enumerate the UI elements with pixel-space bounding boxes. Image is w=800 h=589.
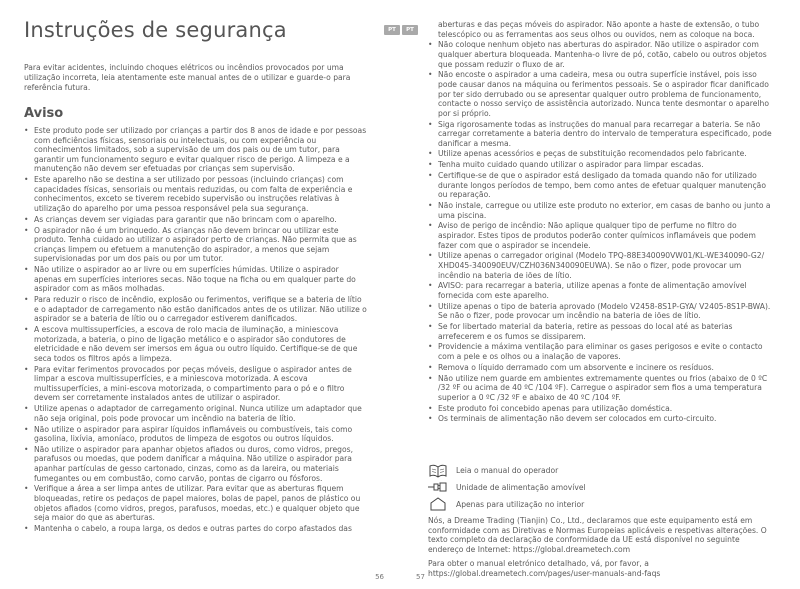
list-item: • Se for libertado material da bateria, retire as pessoas do local até as baterias arrefecerem e os fumos se dissiparem. xyxy=(428,322,773,341)
list-item: • Este produto foi concebido apenas para utilização doméstica. xyxy=(428,404,773,414)
list-item: • Aviso de perigo de incêndio: Não aplique qualquer tipo de perfume no filtro do aspirador. Estes tipos de produtos poderão conter químicos inflamáveis que podem fazer com que o aspirador se incendeie. xyxy=(428,221,773,250)
list-item: • Utilize apenas o adaptador de carregamento original. Nunca utilize um adaptador que não seja original, pois pode provocar um incêndio na bateria de lítio. xyxy=(24,404,368,423)
symbol-legend xyxy=(428,463,768,513)
list-item: • Certifique-se de que o aspirador está desligado da tomada quando não for utilizado durante longos períodos de tempo, bem como antes de efetuar qualquer manutenção ou reparação. xyxy=(428,171,773,200)
list-item: • Não instale, carregue ou utilize este produto no exterior, em casas de banho ou junto a uma piscina. xyxy=(428,201,773,220)
list-item: • A escova multissuperfícies, a escova de rolo macia de iluminação, a miniescova motorizada, a bateria, o pino de ligação metálico e o aspirador são condutores de eletricidade e não devem ser imersos em água ou outro líquido. Certifique-se de que seca todos os filtros após a limpeza. xyxy=(24,325,368,363)
intro-paragraph: Para evitar acidentes, incluindo choques elétricos ou incêndios provocados por uma utilização incorreta, leia atentamente este manual antes de o utilizar e guarde-o para referência futura. xyxy=(24,63,351,92)
list-item: • Não utilize nem guarde em ambientes extremamente quentes ou frios (abaixo de 0 ºC /32 ºF ou acima de 40 ºC /104 ºF). Carregue o aspirador sem fios a uma temperatura superior a 0 ºC /32 ºF e abaixo de 40 ºC /104 ºF. xyxy=(428,374,773,403)
list-item: • As crianças devem ser vigiadas para garantir que não brincam com o aparelho. xyxy=(24,215,368,225)
list-item: • Os terminais de alimentação não devem ser colocados em curto-circuito. xyxy=(428,414,773,424)
list-item: • Tenha muito cuidado quando utilizar o aspirador para limpar escadas. xyxy=(428,160,773,170)
list-item: • Não utilize o aspirador para apanhar objetos afiados ou duros, como vidros, pregos, parafusos ou moedas, que podem danificar a máquina. Não utilize o aspirador para apanhar partículas de gesso cartonado, cinzas, como as da lareira, ou materiais fumegantes ou em combustão, como carvão, pontas de cigarro ou fósforos. xyxy=(24,445,368,483)
list-item: • Utilize apenas o tipo de bateria aprovado (Modelo V2458-8S1P-GYA/ V2405-8S1P-BWA). Se não o fizer, pode provocar um incêndio na bateria de iões de lítio. xyxy=(428,302,773,321)
right-page xyxy=(400,0,800,589)
indoor-use-icon xyxy=(428,497,448,511)
list-item: • Este aparelho não se destina a ser utilizado por pessoas (incluindo crianças) com capacidades físicas, sensoriais ou mentais reduzidas, ou com falta de experiência e conhecimentos, exceto se tiverem recebido supervisão ou instruções relativas à utilização do aparelho por uma pessoa responsável pela sua segurança. xyxy=(24,175,368,213)
list-item: • Não utilize o aspirador ao ar livre ou em superfícies húmidas. Utilize o aspirador apenas em superfícies interiores secas. Não toque na ficha ou em qualquer parte do aspirador com as mãos molhadas. xyxy=(24,265,368,294)
page-number-left: 56 xyxy=(375,573,384,581)
list-item: • Providencie a máxima ventilação para eliminar os gases perigosos e evite o contacto com a pele e os olhos ou a inalação de vapores. xyxy=(428,342,773,361)
detachable-power-supply-icon xyxy=(428,480,448,494)
continued-text: aberturas e das peças móveis do aspirador. Não aponte a haste de extensão, o tubo telescópico ou as ferramentas aos seus olhos ou ouvidos, nem as coloque na boca. xyxy=(438,20,760,39)
section-heading-aviso: Aviso xyxy=(24,106,64,121)
list-item: • O aspirador não é um brinquedo. As crianças não devem brincar ou utilizar este produto. Tenha cuidado ao utilizar o aspirador perto de crianças. Não permita que as crianças limpem ou efetuem a manutenção do aspirador, a menos que sejam supervisionadas por um dos pais ou por um tutor. xyxy=(24,226,368,264)
list-item: • Remova o líquido derramado com um absorvente e incinere os resíduos. xyxy=(428,363,773,373)
list-item: • Utilize apenas o carregador original (Modelo TPQ-88E340090VW01/KL-WE340090-G2/ XHD045-340090EUV/CZH036N340090EUWA). Se não o fizer, pode provocar um incêndio na bateria de iões de lítio. xyxy=(428,251,773,280)
declaration-paragraph: Nós, a Dreame Trading (Tianjin) Co., Ltd., declaramos que este equipamento está em conformidade com as Diretivas e Normas Europeias aplicáveis e respetivas alterações. O texto completo da declaração de conformidade da UE está disponível no seguinte endereço de Internet: https://global.dreametech.com xyxy=(428,516,767,554)
symbol-row-manual xyxy=(428,463,768,478)
list-item: • AVISO: para recarregar a bateria, utilize apenas a fonte de alimentação amovível fornecida com este aparelho. xyxy=(428,281,773,300)
symbol-label: Apenas para utilização no interior xyxy=(456,499,585,509)
warning-list-left xyxy=(24,126,368,535)
list-item: • Para reduzir o risco de incêndio, explosão ou ferimentos, verifique se a bateria de lítio e o adaptador de carregamento não estão danificados antes de os utilizar. Não utilize o aspirador se a bateria de lítio ou o carregador estiverem danificados. xyxy=(24,295,368,324)
list-item: • Verifique a área a ser limpa antes de utilizar. Para evitar que as aberturas fiquem bloqueadas, retire os pedaços de papel maiores, bolas de papel, panos de plástico ou objetos afiados (como vidros, pregos, parafusos, moedas, etc.) e qualquer objeto que seja maior do que as aberturas. xyxy=(24,484,368,522)
language-tag-left: PT xyxy=(384,25,400,35)
list-item: • Para evitar ferimentos provocados por peças móveis, desligue o aspirador antes de limpar a escova multissuperfícies, e a miniescova motorizada. A escova multissuperfícies, a mini-escova motorizada, o compartimento para o pó e o filtro devem ser corretamente instalados antes de utilizar o aspirador. xyxy=(24,365,368,403)
list-item: • Não encoste o aspirador a uma cadeira, mesa ou outra superfície instável, pois isso pode causar danos na máquina ou ferimentos pessoais. Se o aspirador ficar danificado por ter sido derrubado ou se apresentar qualquer outro problema de funcionamento, contacte o nosso serviço de assistência autorizado. Nunca tente desmontar o aparelho por si próprio. xyxy=(428,70,773,118)
list-item: • Utilize apenas acessórios e peças de substituição recomendados pelo fabricante. xyxy=(428,149,773,159)
language-tag-right: PT xyxy=(402,25,418,35)
symbol-row-power-supply xyxy=(428,480,768,495)
symbol-label: Unidade de alimentação amovível xyxy=(456,482,586,492)
list-item: • Este produto pode ser utilizado por crianças a partir dos 8 anos de idade e por pessoas com deficiências físicas, sensoriais ou intelectuais, ou com experiência ou conhecimentos limitados, sob a supervisão de um dos pais ou de um tutor, para garantir um funcionamento seguro e evitar qualquer risco de perigo. A limpeza e a manutenção não devem ser efetuadas por crianças sem supervisão. xyxy=(24,126,368,174)
manual-info-paragraph: Para obter o manual eletrónico detalhado, vá, por favor, a https://global.dreametech.com/pages/user-manuals-and-faqs xyxy=(428,559,661,578)
page-title: Instruções de segurança xyxy=(24,18,287,42)
symbol-label: Leia o manual do operador xyxy=(456,466,559,475)
symbol-row-indoor xyxy=(428,497,768,512)
list-item: • Siga rigorosamente todas as instruções do manual para recarregar a bateria. Se não carregar corretamente a bateria dentro do intervalo de temperatura especificado, pode danificar a mesma. xyxy=(428,120,773,149)
list-item: • Não coloque nenhum objeto nas aberturas do aspirador. Não utilize o aspirador com qualquer abertura bloqueada. Mantenha-o livre de pó, cotão, cabelo ou outros objetos que possam reduzir o fluxo de ar. xyxy=(428,40,773,69)
read-manual-icon xyxy=(428,464,448,478)
list-item: • Mantenha o cabelo, a roupa larga, os dedos e outras partes do corpo afastados das xyxy=(24,524,368,534)
page-number-right: 57 xyxy=(416,573,425,581)
list-item: • Não utilize o aspirador para aspirar líquidos inflamáveis ou combustíveis, tais como gasolina, lixívia, amoníaco, produtos de limpeza de esgotos ou outros líquidos. xyxy=(24,425,368,444)
warning-list-right xyxy=(428,20,773,425)
